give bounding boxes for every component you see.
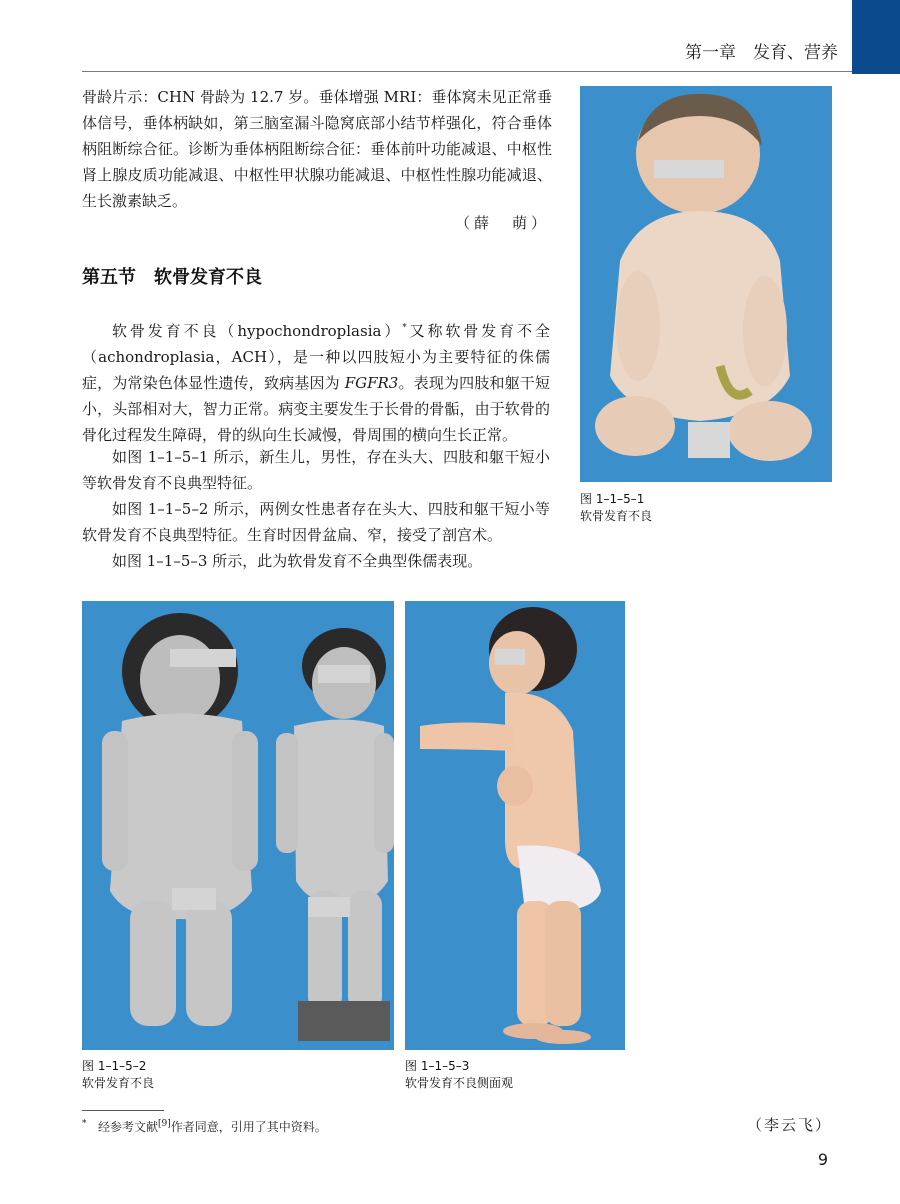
- newborn-illustration: [580, 86, 832, 482]
- figure-two-patients-photo: [82, 601, 394, 1050]
- figure-newborn-photo: [580, 86, 832, 482]
- asterisk-mark: *: [402, 323, 407, 333]
- paragraph-definition: [82, 315, 550, 448]
- figure-1-number: 图 1–1–5–1: [580, 492, 645, 506]
- header-rule: [82, 71, 852, 72]
- paragraph-figure-2: 如图 1–1–5–2 所示，两例女性患者存在头大、四肢和躯干短小等软骨发育不良典型特征。生育时因骨盆扁、窄，接受了剖宫术。: [82, 500, 550, 544]
- figure-2-caption: [82, 1058, 154, 1092]
- figure-side-view-photo: [405, 601, 625, 1050]
- paragraph-figure-3: 如图 1–1–5–3 所示，此为软骨发育不全典型侏儒表现。: [112, 552, 483, 570]
- figure-2-number: 图 1–1–5–2: [82, 1059, 147, 1073]
- page-number: 9: [817, 1150, 828, 1169]
- figure-3-title: 软骨发育不良侧面观: [405, 1076, 514, 1090]
- section-heading: [82, 263, 262, 289]
- two-patients-illustration: [82, 601, 394, 1050]
- running-head: 第一章 发育、营养: [685, 43, 838, 63]
- figure-1-caption: [580, 491, 652, 525]
- chapter-tab: [852, 0, 900, 74]
- figure-3-caption: [405, 1058, 513, 1092]
- closing-signature: （李云飞）: [746, 1116, 832, 1134]
- gene-name: FGFR3: [344, 374, 399, 392]
- footnote-mark: *: [82, 1119, 87, 1129]
- footnote-ref: [9]: [157, 1119, 171, 1129]
- figure-2-title: 软骨发育不良: [82, 1076, 155, 1090]
- figure-1-title: 软骨发育不良: [580, 509, 653, 523]
- side-view-illustration: [405, 601, 625, 1050]
- p1-part-b: 又称软骨发育不全（achondroplasia，ACH），是一种以四肢短小为主要特征的侏儒症，为常染色体显性遗传，致病基因为: [82, 322, 550, 392]
- p1-part-c: 。表现为四肢和躯干短小，头部相对大，智力正常。病变主要发生于长骨的骨骺，由于软骨的骨化过程发生障碍，骨的纵向生长减慢，骨周围的横向生长正常。: [82, 374, 550, 444]
- p1-part-a: 软骨发育不良（hypochondroplasia）: [112, 322, 403, 340]
- footnote-text-b: 作者同意，引用了其中资料。: [170, 1120, 327, 1134]
- figure-3-number: 图 1–1–5–3: [405, 1059, 470, 1073]
- intro-signature: （薛 萌）: [454, 214, 550, 232]
- section-number: 第五节: [82, 267, 136, 288]
- footnote-text-a: 经参考文献: [97, 1120, 158, 1134]
- intro-paragraph: 骨龄片示：CHN 骨龄为 12.7 岁。垂体增强 MRI：垂体窝未见正常垂体信号，垂体柄缺如，第三脑室漏斗隐窝底部小结节样强化，符合垂体柄阻断综合征。诊断为垂体柄阻断综合征：垂体前叶功能减退、中枢性肾上腺皮质功能减退、中枢性甲状腺功能减退、中枢性性腺功能减退、生长激素缺乏。: [82, 88, 552, 210]
- section-title: 软骨发育不良: [154, 267, 262, 288]
- footnote: [82, 1118, 327, 1135]
- footnote-rule: [82, 1110, 164, 1111]
- paragraph-figure-1: 如图 1–1–5–1 所示，新生儿，男性，存在头大、四肢和躯干短小等软骨发育不良典型特征。: [82, 448, 550, 492]
